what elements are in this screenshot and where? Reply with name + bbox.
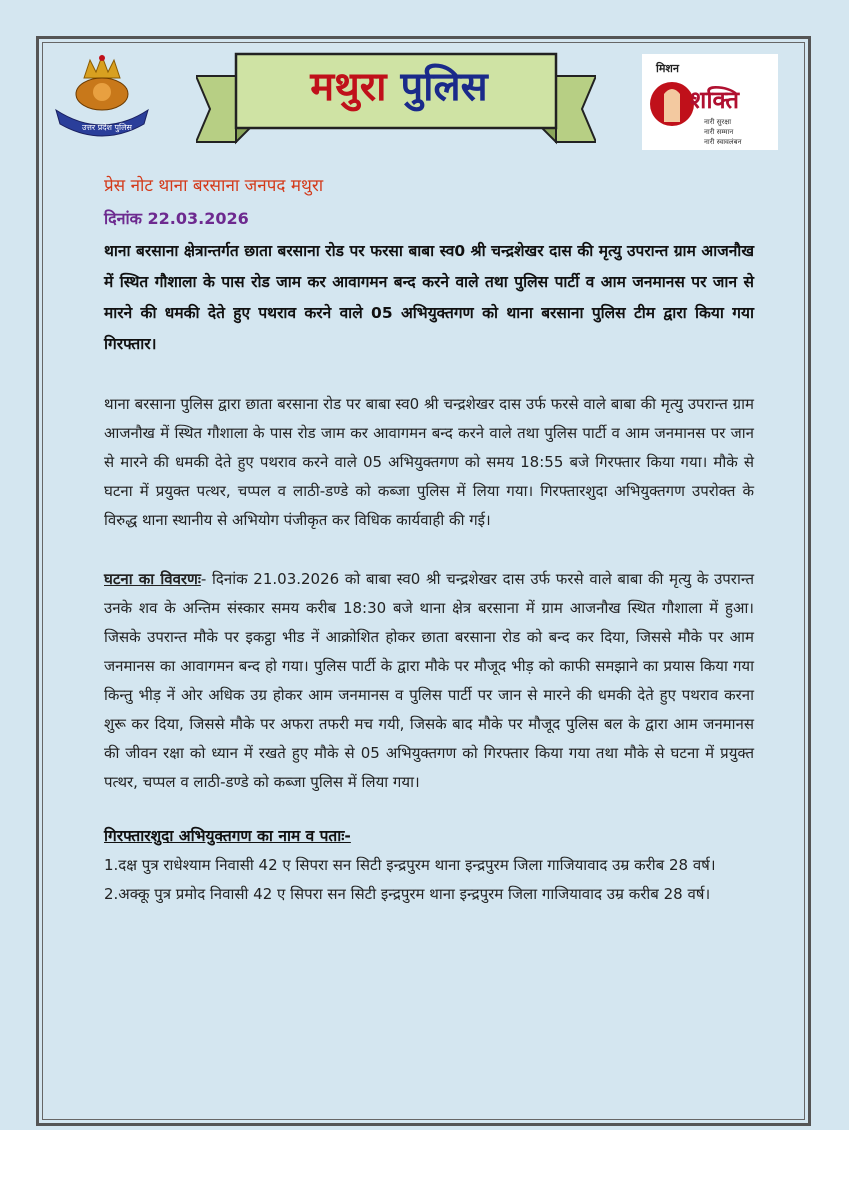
- press-note-body: [104, 172, 754, 909]
- incident-paragraph: [104, 565, 754, 797]
- press-note-heading: प्रेस नोट थाना बरसाना जनपद मथुरा: [104, 176, 324, 196]
- up-police-emblem-icon: [46, 50, 158, 140]
- logo-line-3: नारी स्वावलंबन: [704, 138, 742, 146]
- emblem-text: उत्तर प्रदेश पुलिस: [82, 123, 132, 132]
- logo-line-2: नारी सम्मान: [704, 128, 734, 136]
- mission-shakti-logo-icon: [642, 54, 778, 150]
- press-note-headline: थाना बरसाना क्षेत्रान्तर्गत छाता बरसाना रोड पर फरसा बाबा स्व0 श्री चन्द्रशेखर दास की मृत्यु उपरान्त ग्राम आजनौख में स्थित गौशाला के पास रोड जाम कर आवागमन बन्द करने वाले तथा पुलिस पार्टी व आम जनमानस पर जान से मारने की धमकी देते हुए पथराव करने वाले 05 अभियुक्तगण को थाना बरसाना पुलिस टीम द्वारा किया गया गिरफ्तार।: [104, 242, 754, 353]
- press-note-date: दिनांक 22.03.2026: [104, 209, 249, 228]
- incident-label: घटना का विवरणः: [104, 570, 201, 588]
- logo-mission-text: मिशन: [656, 62, 680, 75]
- accused-heading: गिरफ्तारशुदा अभियुक्तगण का नाम व पताः-: [104, 827, 351, 845]
- accused-item: 2.अक्कू पुत्र प्रमोद निवासी 42 ए सिपरा सन सिटी इन्द्रपुरम थाना इन्द्रपुरम जिला गाजियावाद उम्र करीब 28 वर्ष।: [104, 885, 711, 903]
- title-word-police: पुलिस: [400, 64, 488, 110]
- summary-paragraph: थाना बरसाना पुलिस द्वारा छाता बरसाना रोड पर बाबा स्व0 श्री चन्द्रशेखर दास उर्फ फरसे वाले बाबा की मृत्यु उपरान्त ग्राम आजनौख में स्थित गौशाला के पास रोड जाम कर आवागमन बन्द करने वाले तथा पुलिस पार्टी व आम जनमानस पर जान से मारने की धमकी देते हुए पथराव करने वाले 05 अभियुक्तगण को समय 18:55 बजे गिरफ्तार किया गया। मौके से घटना में प्रयुक्त पत्थर, चप्पल व लाठी-डण्डे को कब्जा पुलिस में लिया गया। गिरफ्तारशुदा अभियुक्तगण उपरोक्त के विरुद्ध थाना स्थानीय से अभियोग पंजीकृत कर विधिक कार्यवाही की गई।: [104, 395, 754, 529]
- logo-line-1: नारी सुरक्षा: [704, 118, 732, 126]
- accused-item: 1.दक्ष पुत्र राधेश्याम निवासी 42 ए सिपरा सन सिटी इन्द्रपुरम थाना इन्द्रपुरम जिला गाजियावाद उम्र करीब 28 वर्ष।: [104, 856, 716, 874]
- incident-text: - दिनांक 21.03.2026 को बाबा स्व0 श्री चन्द्रशेखर दास उर्फ फरसे वाले बाबा की मृत्यु के उपरान्त उनके शव के अन्तिम संस्कार समय करीब 18:30 बजे थाना क्षेत्र बरसाना में ग्राम आजनौख स्थित गौशाला में हुआ। जिसके उपरान्त मौके पर इकट्ठा भीड नें आक्रोशित होकर छाता बरसाना रोड को बन्द कर दिया, जिससे मौके पर आम जनमानस का आवागमन बन्द हो गया। पुलिस पार्टी के द्वारा मौके पर मौजूद भीड़ को काफी समझाने का प्रयास किया गया किन्तु भीड़ नें ओर अधिक उग्र होकर आम जनमानस व पुलिस पार्टी पर जान से मारने की धमकी देते हुए पथराव करना शुरू कर दिया, जिससे मौके पर अफरा तफरी मच गयी, जिसके बाद मौके पर मौजूद पुलिस बल के द्वारा आम जनमानस की जीवन रक्षा को ध्यान में रखते हुए मौके से 05 अभियुक्तगण को गिरफ्तार किया गया तथा मौके से घटना में प्रयुक्त पत्थर, चप्पल व लाठी-डण्डे को कब्जा पुलिस में लिया गया।: [104, 570, 754, 791]
- logo-shakti-text: शक्ति: [690, 86, 740, 114]
- title-word-mathura: मथुरा: [310, 64, 387, 110]
- page-title: [234, 56, 564, 118]
